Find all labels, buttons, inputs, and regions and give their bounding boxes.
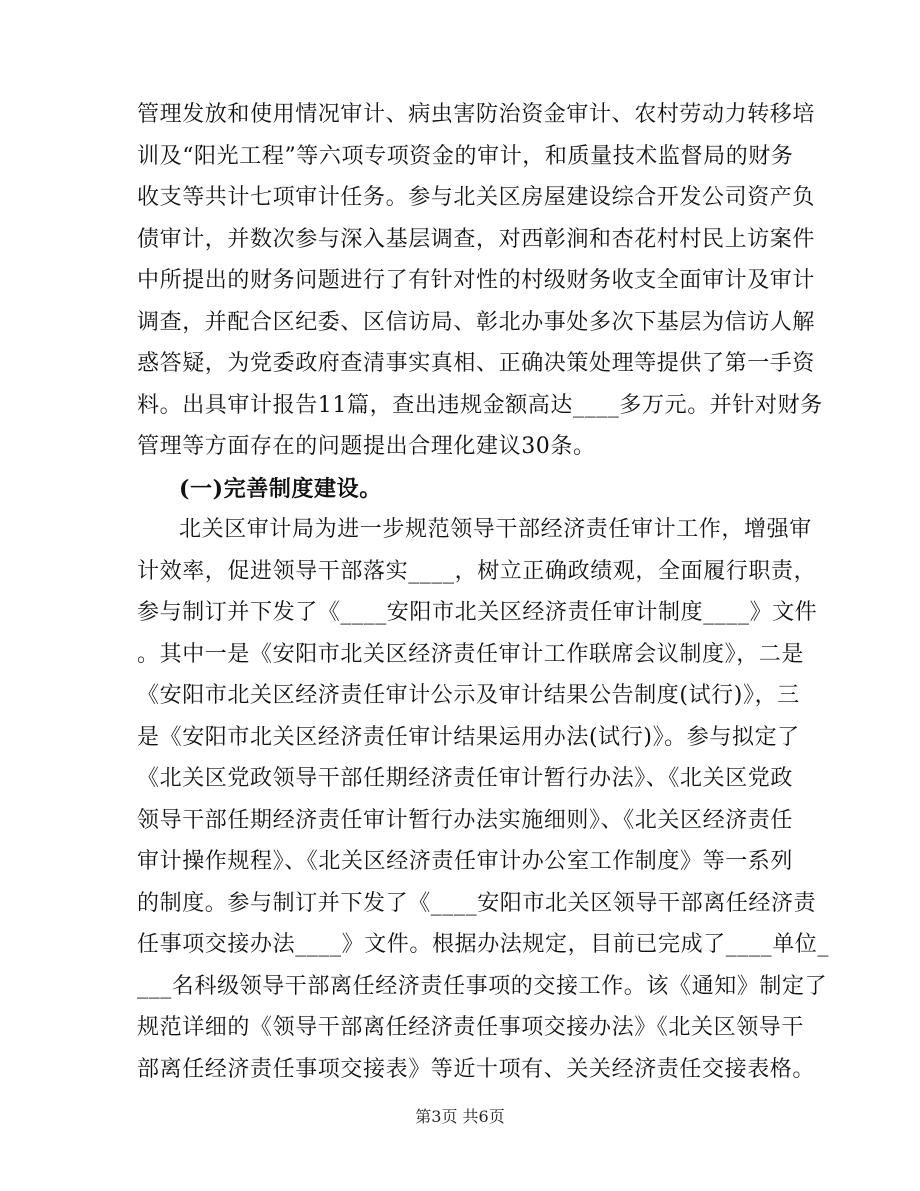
paragraph-line: 料。出具审计报告11篇，查出违规金额高达____多万元。并针对财务: [137, 393, 823, 418]
paragraph-line: 。其中一是《安阳市北关区经济责任审计工作联席会议制度》，二是: [137, 642, 805, 667]
page-number: 第3页 共6页: [415, 1107, 505, 1126]
paragraph-line: 管理发放和使用情况审计、病虫害防治资金审计、农村劳动力转移培: [137, 102, 816, 127]
paragraph-line: 《北关区党政领导干部任期经济责任审计暂行办法》、《北关区党政: [137, 766, 794, 791]
paragraph-line: 部离任经济责任事项交接表》等近十项有、关关经济责任交接表格。: [137, 1057, 816, 1082]
paragraph-line: 债审计，并数次参与深入基层调查，对西彰涧和杏花村村民上访案件: [137, 227, 816, 252]
paragraph-line: 收支等共计七项审计任务。参与北关区房屋建设综合开发公司资产负: [137, 185, 816, 210]
paragraph-line: 任事项交接办法____》文件。根据办法规定，目前已完成了____单位_: [137, 932, 830, 957]
paragraph-line: 计效率，促进领导干部落实____，树立正确政绩观，全面履行职责，: [137, 559, 817, 584]
paragraph-line: 训及“阳光工程”等六项专项资金的审计，和质量技术监督局的财务: [137, 144, 794, 169]
paragraph-line: 是《安阳市北关区经济责任审计结果运用办法(试行)》。参与拟定了: [137, 725, 800, 750]
paragraph-line: 领导干部任期经济责任审计暂行办法实施细则》、《北关区经济责任: [137, 808, 794, 833]
paragraph-line: ___名科级领导干部离任经济责任事项的交接工作。该《通知》制定了: [137, 974, 828, 999]
paragraph-line: 参与制订并下发了《____安阳市北关区经济责任审计制度____》文件: [137, 600, 818, 625]
paragraph-line: 惑答疑，为党委政府查清事实真相、正确决策处理等提供了第一手资: [137, 351, 816, 376]
section-heading: (一)完善制度建设。: [179, 476, 382, 502]
paragraph-line: 调查，并配合区纪委、区信访局、彰北办事处多次下基层为信访人解: [137, 310, 816, 335]
paragraph-line: 管理等方面存在的问题提出合理化建议30条。: [137, 434, 596, 459]
paragraph-line: 审计操作规程》、《北关区经济责任审计办公室工作制度》等一系列: [137, 849, 794, 874]
paragraph-line: 规范详细的《领导干部离任经济责任事项交接办法》《北关区领导干: [137, 1015, 805, 1040]
paragraph-line: 北关区审计局为进一步规范领导干部经济责任审计工作，增强审: [179, 517, 812, 542]
paragraph-line: 的制度。参与制订并下发了《____安阳市北关区领导干部离任经济责: [137, 891, 817, 916]
paragraph-line: 中所提出的财务问题进行了有针对性的村级财务收支全面审计及审计: [137, 268, 816, 293]
paragraph-line: 《安阳市北关区经济责任审计公示及审计结果公告制度(试行)》，三: [137, 683, 800, 708]
